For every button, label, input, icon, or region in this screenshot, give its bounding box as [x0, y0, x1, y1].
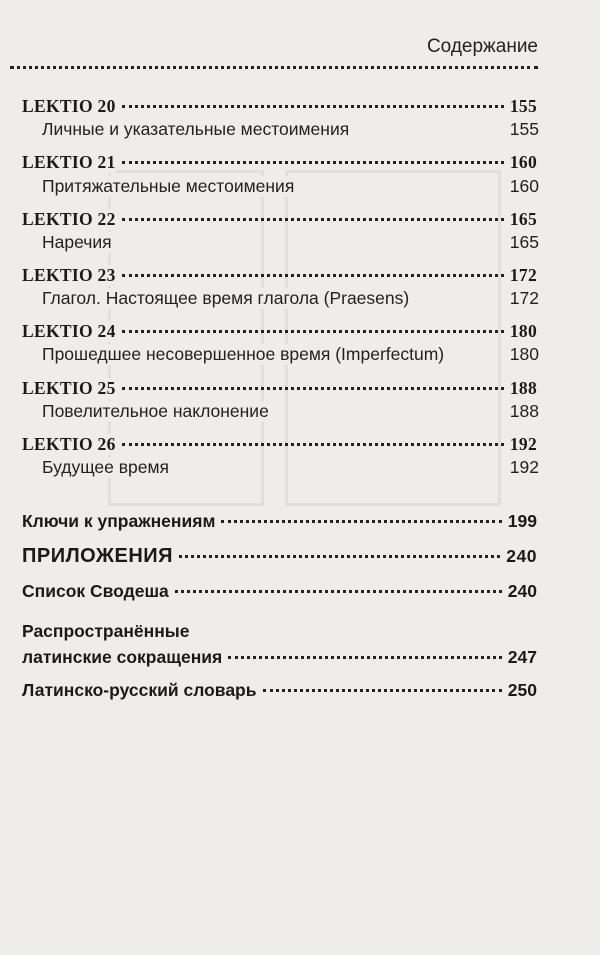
- toc-entry-page: 172: [509, 265, 537, 285]
- toc-entry-title-line1: Распространённые: [22, 621, 190, 641]
- header-dotted-rule: [10, 66, 538, 69]
- dot-leader: [122, 105, 504, 108]
- toc-subentry-page: 192: [509, 457, 539, 477]
- dot-leader: [122, 330, 504, 333]
- toc-entry-title: Латинско-русский словарь: [22, 680, 257, 700]
- toc-subentry-lektio-21[interactable]: [42, 176, 539, 202]
- toc-subentry-lektio-22[interactable]: [42, 232, 539, 258]
- toc-subentry-lektio-25[interactable]: [42, 401, 539, 427]
- toc-entry-page: 240: [506, 546, 537, 566]
- toc-entry-title: LEKTIO 23: [22, 265, 116, 285]
- toc-entry-title: Список Сводеша: [22, 581, 169, 601]
- toc-entry-page: 240: [507, 581, 537, 601]
- toc-subentry-lektio-23[interactable]: [42, 288, 539, 314]
- toc-entry-page: 160: [509, 152, 537, 172]
- dot-leader: [122, 161, 504, 164]
- toc-entry-svodesh[interactable]: [22, 581, 537, 607]
- dot-leader: [228, 656, 502, 659]
- toc-subentry-title: Повелительное наклонение: [42, 401, 269, 421]
- dot-leader: [122, 443, 504, 446]
- toc-entry-appendix[interactable]: [22, 545, 537, 571]
- dot-leader: [122, 274, 504, 277]
- toc-subentry-page: 188: [509, 401, 539, 421]
- toc-entry-page: 250: [507, 680, 537, 700]
- dot-leader: [221, 520, 501, 523]
- toc-entry-page: 155: [509, 96, 537, 116]
- dot-leader: [122, 218, 504, 221]
- dot-leader: [175, 590, 502, 593]
- toc-entry-page: 247: [507, 647, 537, 667]
- toc-entry-page: 165: [509, 209, 537, 229]
- toc-entry-title: LEKTIO 22: [22, 209, 116, 229]
- toc-entry-title: LEKTIO 21: [22, 152, 116, 172]
- toc-entry-title: LEKTIO 25: [22, 378, 116, 398]
- toc-subentry-title: Глагол. Настоящее время глагола (Praesens): [42, 288, 410, 308]
- dot-leader: [263, 689, 502, 692]
- toc-entry-title: LEKTIO 20: [22, 96, 116, 116]
- toc-entry-page: 192: [509, 434, 537, 454]
- toc-subentry-title: Прошедшее несовершенное время (Imperfectum): [42, 344, 445, 364]
- toc-entry-abbreviations[interactable]: [22, 621, 537, 668]
- toc-entry-title: LEKTIO 26: [22, 434, 116, 454]
- toc-entry-keys[interactable]: [22, 511, 537, 537]
- toc-subentry-lektio-24[interactable]: [42, 344, 539, 370]
- toc-subentry-title: Личные и указательные местоимения: [42, 119, 350, 139]
- toc-entry-title: LEKTIO 24: [22, 321, 116, 341]
- toc-entry-page: 199: [507, 511, 537, 531]
- toc-entry-page: 188: [509, 378, 537, 398]
- toc-entry-dictionary[interactable]: [22, 680, 537, 706]
- toc-subentry-page: 165: [509, 232, 539, 252]
- toc-subentry-lektio-20[interactable]: [42, 119, 539, 145]
- toc-entry-lektio-21[interactable]: [22, 152, 537, 178]
- running-header: Содержание: [426, 36, 538, 57]
- toc-subentry-title: Будущее время: [42, 457, 170, 477]
- toc-subentry-page: 180: [509, 344, 539, 364]
- toc-entry-title-line2: латинские сокращения: [22, 647, 223, 667]
- toc-subentry-title: Наречия: [42, 232, 112, 252]
- toc-subentry-page: 172: [509, 288, 539, 308]
- toc-subentry-page: 160: [509, 176, 539, 196]
- toc-entry-page: 180: [509, 321, 537, 341]
- dot-leader: [122, 387, 504, 390]
- toc-entry-title: ПРИЛОЖЕНИЯ: [22, 545, 174, 567]
- toc-entry-title: Ключи к упражнениям: [22, 511, 216, 531]
- toc-subentry-page: 155: [509, 119, 539, 139]
- dot-leader: [179, 555, 500, 558]
- toc-subentry-lektio-26[interactable]: [42, 457, 539, 483]
- toc-subentry-title: Притяжательные местоимения: [42, 176, 295, 196]
